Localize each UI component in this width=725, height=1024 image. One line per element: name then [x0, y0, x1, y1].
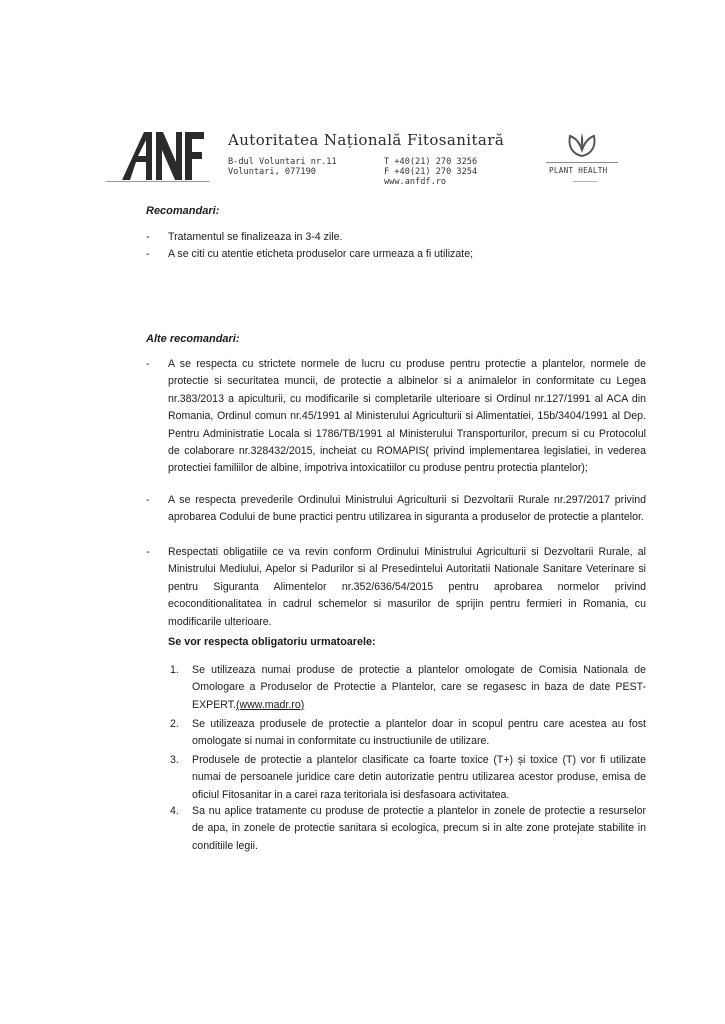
list-item	[146, 492, 646, 527]
address-block	[228, 157, 337, 177]
list-item-text: A se respecta prevederile Ordinului Ministrului Agriculturii si Dezvoltarii Rurale nr.297/2017 privind aprobarea Codului de bune practici pentru utilizarea in siguranta a produselor de protectie a plantelor.	[168, 494, 646, 524]
obligatorii-title: Se vor respecta obligatoriu urmatoarele:	[168, 636, 376, 648]
address-line: Voluntari, 077190	[228, 167, 316, 177]
alte-recomandari-title: Alte recomandari:	[146, 333, 240, 345]
plant-health-sub-mark	[573, 181, 597, 183]
list-item-text: A se citi cu atentie eticheta produselor care urmeaza a fi utilizate;	[168, 248, 474, 260]
phone-line: T +40(21) 270 3256	[384, 157, 478, 167]
plant-health-small-text-mark	[546, 161, 618, 164]
madr-link[interactable]: (www.madr.ro)	[235, 698, 305, 711]
dash-bullet: -	[146, 494, 150, 506]
numbered-item-text: Sa nu aplice tratamente cu produse de protectie a plantelor in zonele de protectie a resurselor de apa, in zonele de protectie sanitara si ecologica, precum si in alte zone protejate stabilite in conditiile legii.	[192, 805, 646, 852]
fax-line: F +40(21) 270 3254	[384, 167, 478, 177]
list-item	[146, 229, 646, 246]
numbered-item-text: Se utilizeaza produsele de protectie a plantelor doar in scopul pentru care acestea au fost omologate si numai in conformitate cu instructiunile de utilizare.	[192, 718, 646, 748]
dash-bullet: -	[146, 231, 150, 243]
numbered-item-text	[192, 662, 646, 714]
item-number: 3.	[170, 754, 179, 766]
item-number: 4.	[170, 805, 179, 817]
anf-logo-icon	[122, 128, 204, 184]
address-line: B-dul Voluntari nr.11	[228, 157, 337, 167]
item-text: Se utilizeaza numai produse de protectie a plantelor omologate de Comisia Nationala de Omologare a Produselor de Protectie a Plantelor, care se regasesc in baza de date PEST-EXPERT.	[192, 664, 646, 711]
numbered-item-text: Produsele de protectie a plantelor clasificate ca foarte toxice (T+) și toxice (T) vor fi utilizate numai de persoanele juridice care detin autorizatie pentru utilizarea acestor produse, emisa de oficiul Fitosanitar in a carei raza teritoriala isi desfasoara activitatea.	[192, 754, 646, 801]
numbered-item	[170, 752, 646, 804]
list-item-text: Tratamentul se finalizeaza in 3-4 zile.	[168, 231, 343, 243]
recomandari-title: Recomandari:	[146, 205, 220, 217]
numbered-item	[170, 716, 646, 751]
numbered-item	[170, 803, 646, 855]
plant-health-logo-icon	[566, 132, 598, 158]
list-item-text: Respectati obligatiile ce va revin conform Ordinului Ministrului Agriculturii si Dezvoltarii Rurale, al Ministrului Mediului, Apelor si Padurilor si al Presedintelui Autoritatii Nationale Sanitare Veterinare si pentru Siguranta Alimentelor nr.352/636/54/2015 pentru aprobarea normelor privind ecoconditionalitatea in cadrul schemelor si masurilor de sprijin pentru fermieri in Romania, cu modificarile ulterioare.	[168, 546, 646, 628]
list-item	[146, 356, 646, 478]
list-item	[146, 544, 646, 631]
list-item	[146, 246, 646, 263]
dash-bullet: -	[146, 358, 150, 370]
numbered-item	[170, 662, 646, 714]
item-number: 1.	[170, 664, 179, 676]
dash-bullet: -	[146, 248, 150, 260]
dash-bullet: -	[146, 546, 150, 558]
organization-title: Autoritatea Națională Fitosanitară	[228, 131, 505, 149]
contact-block	[384, 157, 477, 187]
website-line: www.anfdf.ro	[384, 177, 447, 187]
list-item-text: A se respecta cu strictete normele de lucru cu produse pentru protectie a plantelor, normele de protectie si securitatea muncii, de protectie a albinelor si a animalelor in conformitate cu Legea nr.383/2013 a apiculturii, cu modificarile si completarile ulterioare si Ordinul nr.127/1991 al ACA din Romania, Ordinul comun nr.45/1991 al Ministerului Agriculturii si Alimentatiei, 15b/3404/1991 al Dep. Pentru Administratie Locala si 1786/TB/1991 al Ministerului Transporturilor, precum si cu Protocolul de colaborare nr.328432/2015, incheiat cu ROMAPIS( privind implementarea legislatiei, in vederea protectiei familiilor de albine, impotriva intoxicatiilor cu produse pentru protectia plantelor);	[168, 358, 646, 475]
plant-health-label: PLANT HEALTH	[549, 166, 608, 175]
logo-tagline-mark	[106, 180, 210, 183]
item-number: 2.	[170, 718, 179, 730]
